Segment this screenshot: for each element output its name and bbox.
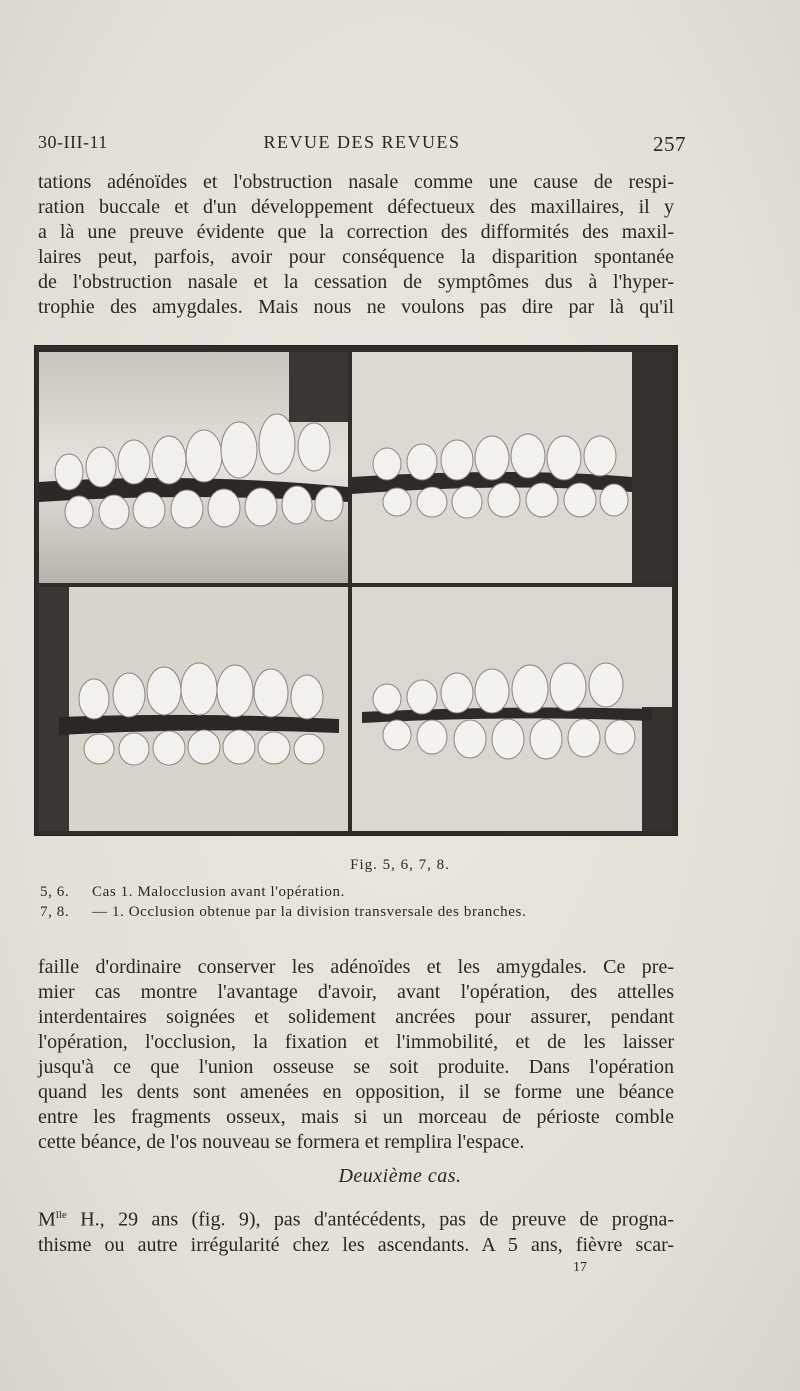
legend-figure-numbers: 5, 6.: [40, 884, 70, 900]
photo-panel-2: [352, 352, 672, 583]
text-line: interdentaires soignées et solidement ancrées pour assurer, pendant: [38, 1006, 674, 1028]
photo-panel-3: [39, 587, 348, 831]
page-number: 257: [653, 132, 686, 156]
running-header: [38, 132, 686, 156]
photo-panel-1: [39, 352, 348, 583]
text-line: thisme ou autre irrégularité chez les ascendants. A 5 ans, fièvre scar-: [38, 1233, 674, 1256]
signature-mark: 17: [573, 1260, 587, 1275]
text-line: cette béance, de l'os nouveau se formera et remplira l'espace.: [38, 1131, 525, 1153]
paragraph-3: [38, 1203, 674, 1258]
legend-text: — 1. Occlusion obtenue par la division transversale des branches.: [92, 904, 527, 920]
text-line: l'opération, l'occlusion, la fixation et l'immobilité, et de les laisser: [38, 1031, 674, 1053]
dental-cast-photographs: [34, 345, 678, 836]
figure-title: Fig. 5, 6, 7, 8.: [350, 857, 450, 873]
paragraph-1: [38, 170, 674, 320]
text-line: trophie des amygdales. Mais nous ne voulons pas dire par là qu'il: [38, 296, 674, 318]
header-journal-title: REVUE DES REVUES: [263, 132, 461, 152]
text-line: quand les dents sont amenées en opposition, il se forme une béance: [38, 1081, 674, 1103]
text-line: laires peut, parfois, avoir pour conséquence la disparition spontanée: [38, 246, 674, 268]
text-line: mier cas montre l'avantage d'avoir, avant l'opération, des attelles: [38, 981, 674, 1003]
section-heading: Deuxième cas.: [338, 1165, 462, 1187]
photo-panel-4: [352, 587, 672, 831]
text-line: ration buccale et d'un développement défectueux des maxillaires, il y: [38, 196, 674, 218]
figure-legend-line: [40, 904, 526, 921]
name-prefix: M: [38, 1208, 56, 1231]
text-run: H., 29 ans (fig. 9), pas d'antécédents, pas de preuve de progna-: [66, 1208, 674, 1231]
legend-text: Cas 1. Malocclusion avant l'opération.: [92, 884, 345, 900]
text-line: faille d'ordinaire conserver les adénoïdes et les amygdales. Ce pre-: [38, 956, 674, 978]
text-line: jusqu'à ce que l'union osseuse se soit produite. Dans l'opération: [38, 1056, 674, 1078]
text-line: de l'obstruction nasale et la cessation de symptômes dus à l'hyper-: [38, 271, 674, 293]
text-line: a là une preuve évidente que la correction des difformités des maxil-: [38, 221, 674, 243]
paragraph-2: [38, 955, 674, 1155]
name-superscript: lle: [55, 1209, 67, 1221]
legend-figure-numbers: 7, 8.: [40, 904, 70, 920]
header-date: 30-III-11: [38, 132, 108, 152]
figure-legend-line: [40, 884, 345, 901]
text-line: tations adénoïdes et l'obstruction nasale comme une cause de respi-: [38, 171, 674, 193]
text-line: [38, 1203, 674, 1233]
text-line: entre les fragments osseux, mais si un morceau de périoste comble: [38, 1106, 674, 1128]
